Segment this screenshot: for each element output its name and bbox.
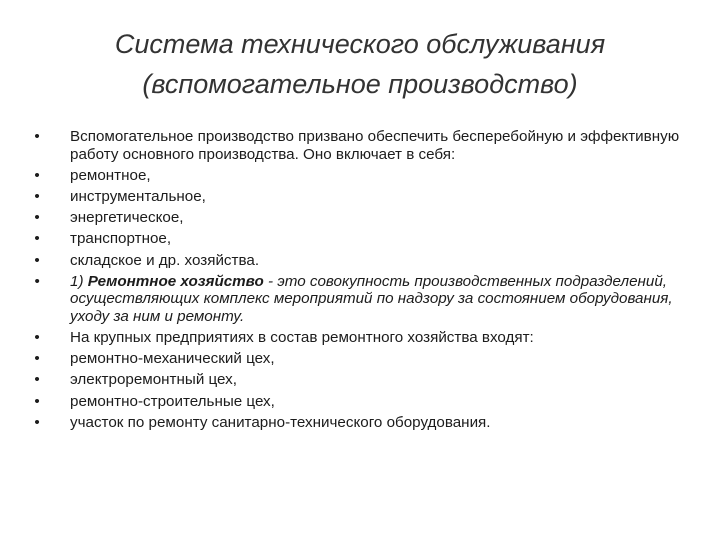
list-item-definition [30, 273, 690, 326]
bullet-icon: • [34, 187, 40, 205]
item-text: инструментальное, [70, 187, 206, 205]
list-item [30, 350, 690, 368]
title-line-2: (вспомогательное производство) [142, 69, 578, 99]
bullet-icon: • [34, 413, 40, 431]
item-prefix: 1) [70, 272, 88, 290]
item-text: На крупных предприятиях в состав ремонтного хозяйства входят: [70, 329, 534, 347]
bullet-icon: • [34, 251, 40, 269]
list-item [30, 414, 690, 432]
list-item [30, 167, 690, 185]
item-text: ремонтно-строительные цех, [70, 392, 275, 410]
list-item [30, 209, 690, 227]
item-definition: - это совокупность производственных подразделений, осуществляющих комплекс мероприятий по надзору за состоянием оборудования, уходу за ним и ремонту. [70, 272, 673, 325]
item-text: участок по ремонту санитарно-технического оборудования. [70, 413, 491, 431]
bullet-icon: • [34, 166, 40, 184]
list-item [30, 252, 690, 270]
item-text: транспортное, [70, 230, 172, 248]
slide-title [60, 24, 660, 104]
bullet-icon: • [34, 272, 40, 290]
item-term: Ремонтное хозяйство [87, 272, 264, 290]
bullet-icon: • [34, 329, 40, 347]
item-text: ремонтное, [70, 166, 151, 184]
bullet-list [30, 128, 690, 435]
bullet-icon: • [34, 392, 40, 410]
item-text: Вспомогательное производство призвано обеспечить бесперебойную и эффективную работу основного производства. Оно включает в себя: [70, 128, 680, 163]
item-text: энергетическое, [70, 209, 184, 227]
list-item [30, 230, 690, 248]
list-item [30, 188, 690, 206]
bullet-icon: • [34, 230, 40, 248]
item-text: ремонтно-механический цех, [70, 350, 275, 368]
item-text: складское и др. хозяйства. [70, 251, 260, 269]
list-item [30, 329, 690, 347]
bullet-icon: • [34, 371, 40, 389]
list-item [30, 393, 690, 411]
bullet-icon: • [34, 209, 40, 227]
list-item [30, 371, 690, 389]
bullet-icon: • [34, 350, 40, 368]
bullet-icon: • [34, 128, 40, 145]
item-text: электроремонтный цех, [70, 371, 237, 389]
title-line-1: Система технического обслуживания [114, 29, 606, 59]
list-item [30, 128, 690, 163]
